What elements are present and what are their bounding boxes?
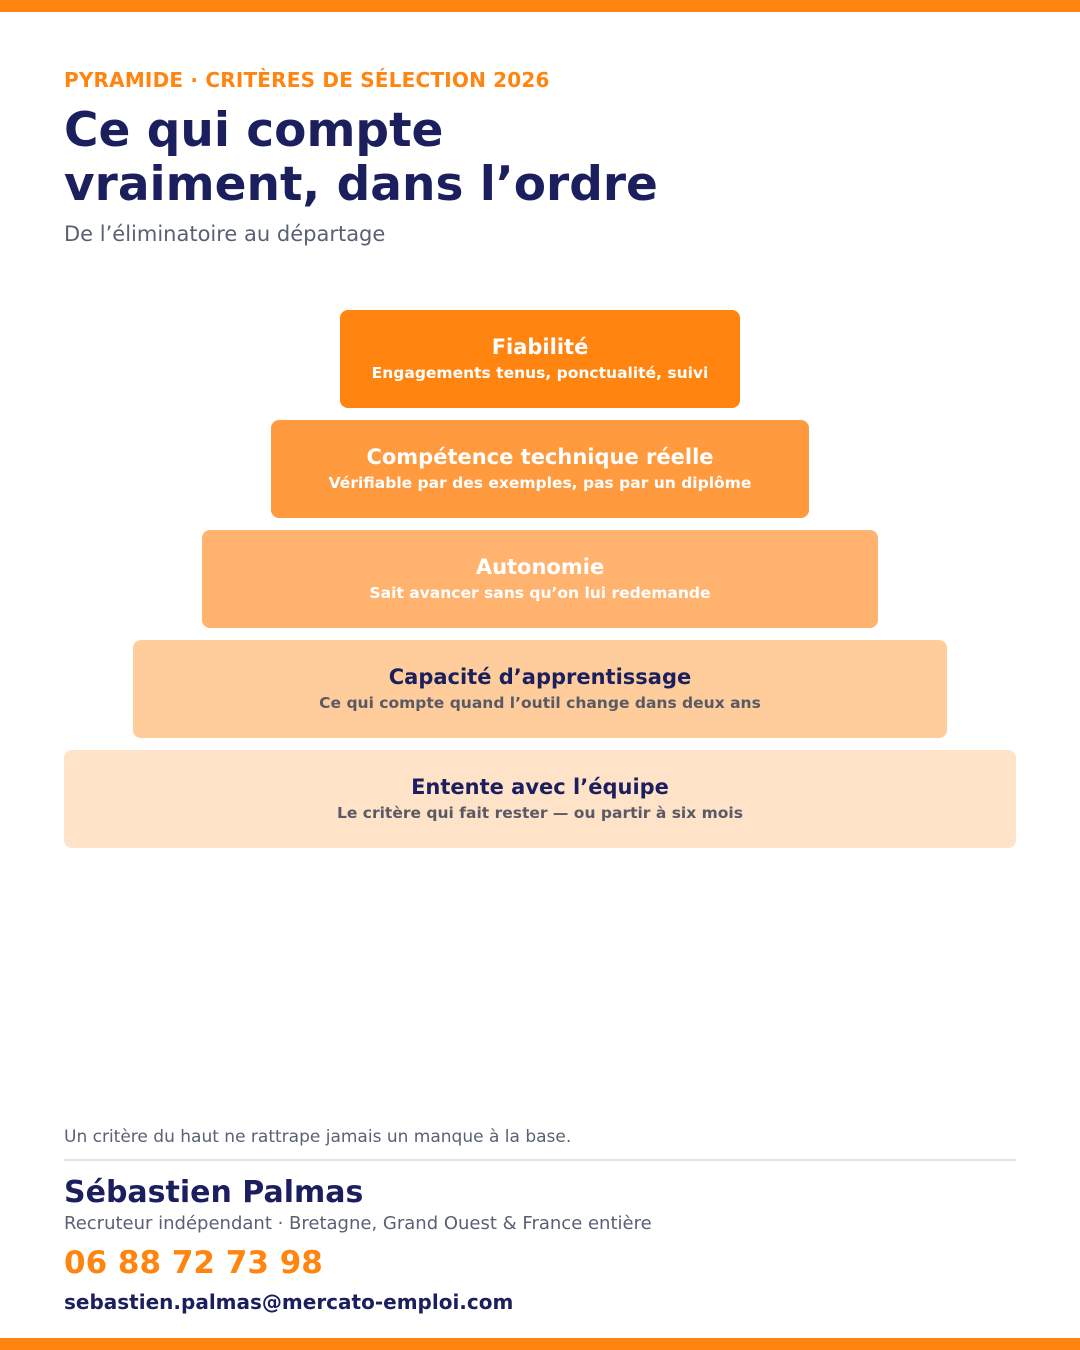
page-title-line-1: Ce qui compte xyxy=(64,103,444,158)
page-title-line-2: vraiment, dans l’ordre xyxy=(64,157,658,212)
tier-description: Vérifiable par des exemples, pas par un diplôme xyxy=(328,474,752,492)
pyramid-tier-4 xyxy=(133,640,947,738)
contact-email: sebastien.palmas@mercato-emploi.com xyxy=(64,1290,514,1314)
tier-description: Engagements tenus, ponctualité, suivi xyxy=(371,364,709,382)
top-accent-bar xyxy=(0,0,1080,12)
page-title xyxy=(64,104,1024,212)
contact-role: Recruteur indépendant · Bretagne, Grand Ouest & France entière xyxy=(64,1213,652,1234)
pyramid-tier-5 xyxy=(64,750,1016,848)
pyramid-tier-1 xyxy=(340,310,740,408)
tier-title: Compétence technique réelle xyxy=(366,445,714,469)
bottom-accent-bar xyxy=(0,1338,1080,1350)
tier-title: Fiabilité xyxy=(491,335,589,359)
pyramid-tier-2 xyxy=(271,420,809,518)
tier-description: Le critère qui fait rester — ou partir à six mois xyxy=(337,804,743,822)
tier-title: Capacité d’apprentissage xyxy=(388,665,692,689)
pyramid-tier-3 xyxy=(202,530,878,628)
contact-phone: 06 88 72 73 98 xyxy=(64,1245,323,1281)
contact-name: Sébastien Palmas xyxy=(64,1175,364,1210)
page-subtitle: De l’éliminatoire au départage xyxy=(64,222,386,246)
tier-description: Ce qui compte quand l’outil change dans deux ans xyxy=(319,694,761,712)
footer-note: Un critère du haut ne rattrape jamais un manque à la base. xyxy=(64,1127,572,1147)
tier-title: Entente avec l’équipe xyxy=(411,775,669,799)
tier-title: Autonomie xyxy=(475,555,605,579)
tier-description: Sait avancer sans qu’on lui redemande xyxy=(369,584,711,602)
eyebrow-label: PYRAMIDE · CRITÈRES DE SÉLECTION 2026 xyxy=(64,68,550,92)
footer-divider xyxy=(64,1159,1016,1161)
